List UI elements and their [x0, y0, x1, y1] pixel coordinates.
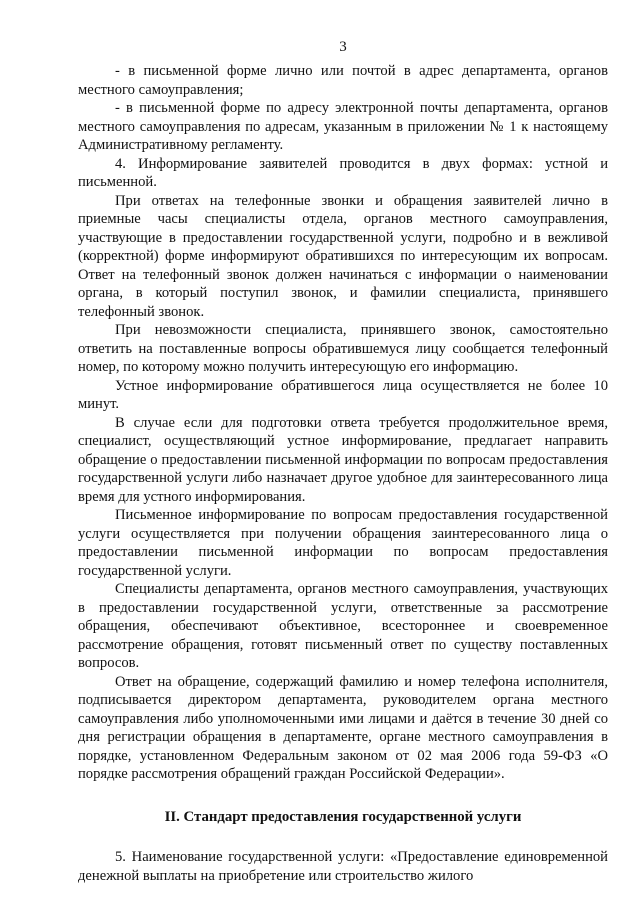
paragraph-info-forms: 4. Информирование заявителей проводится в двух формах: устной и письменной. — [78, 155, 608, 190]
paragraph-response-signing: Ответ на обращение, содержащий фамилию и номер телефона исполнителя, подписывается директором департамента, руководителем органа местного самоуправления либо уполномоченными ими лицами и даётся в течение 30 дней со дня регистрации обращения в департаменте, органе местного самоуправления в порядке, установленном Федеральным законом от 02 мая 2006 года 59-ФЗ «О порядке рассмотрения обращений граждан Российской Федерации». — [78, 673, 608, 782]
paragraph-phone-calls: При ответах на телефонные звонки и обращения заявителей лично в приемные часы специалисты отдела, органов местного самоуправления, участвующие в предоставлении государственной услуги, подробно и в вежливой (корректной) форме информируют обратившихся по интересующим их вопросам. Ответ на телефонный звонок должен начинаться с информации о наименовании органа, в который поступил звонок, и фамилии специалиста, принявшего телефонный звонок. — [78, 192, 608, 320]
paragraph-written-mail: - в письменной форме лично или почтой в адрес департамента, органов местного самоуправления; — [78, 63, 608, 98]
paragraph-written-informing: Письменное информирование по вопросам предоставления государственной услуги осуществляется при получении обращения заинтересованного лица о предоставлении письменной информации по вопросам предоставления государственной услуги. — [78, 507, 608, 579]
paragraph-service-name: 5. Наименование государственной услуги: «Предоставление единовременной денежной выплаты на приобретение или строительство жилого — [78, 849, 608, 884]
section-heading: II. Стандарт предоставления государственной услуги — [164, 808, 522, 825]
paragraph-oral-duration: Устное информирование обратившегося лица осуществляется не более 10 минут. — [78, 377, 608, 412]
paragraph-long-preparation: В случае если для подготовки ответа требуется продолжительное время, специалист, осуществляющий устное информирование, предлагает направить обращение о предоставлении письменной информации по вопросам предоставления государственной услуги либо назначает другое удобное для заинтересованного лица время для устного информирования. — [78, 414, 608, 505]
paragraph-specialists-review: Специалисты департамента, органов местного самоуправления, участвующих в предоставлении государственной услуги, ответственные за рассмотрение обращения, обеспечивают объективное, всестороннее и своевременное рассмотрение обращения, готовят письменный ответ по существу поставленных вопросов. — [78, 581, 608, 671]
document-body — [78, 62, 608, 885]
document-page — [78, 0, 608, 905]
paragraph-written-email: - в письменной форме по адресу электронной почты департамента, органов местного самоуправления по адресам, указанным в приложении № 1 к настоящему Административному регламенту. — [78, 100, 608, 153]
page-number: 3 — [339, 39, 347, 55]
paragraph-specialist-unavailable: При невозможности специалиста, принявшего звонок, самостоятельно ответить на поставленные вопросы обратившемуся лицу сообщается телефонный номер, по которому можно получить интересующую его информацию. — [78, 322, 608, 375]
